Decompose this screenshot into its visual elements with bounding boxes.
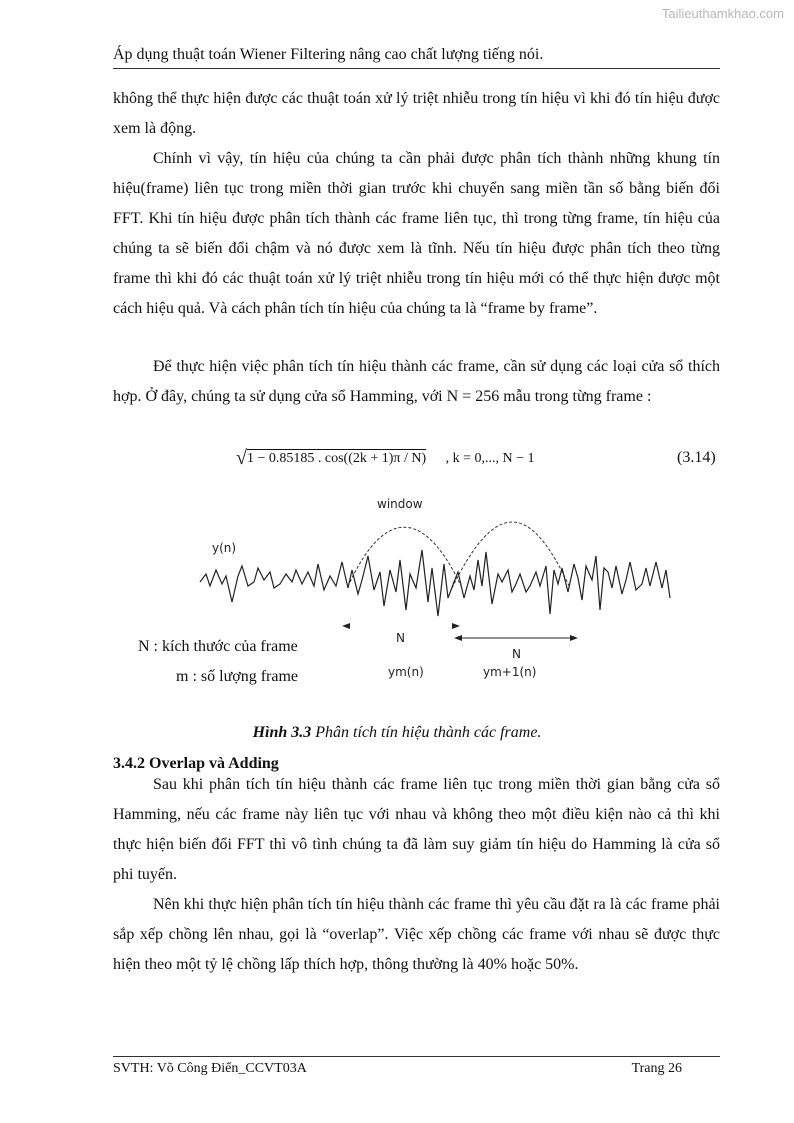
paragraph-2: Chính vì vậy, tín hiệu của chúng ta cần phải được phân tích thành những khung tín hiệu(frame) liên tục trong miền thời gian trước khi chuyển sang miền tần số bằng biến đổi FFT. Khi tín hiệu được phân tích thành các frame liên tục, thì trong từng frame, tín hiệu của chúng ta sẽ biến đổi chậm và nó được xem là tĩnh. Nếu tín hiệu được phân tích theo từng frame thì khi đó các thuật toán xử lý triệt nhiễu trong tín hiệu mới có thể thực hiện được một cách hiệu quả. Và cách phân tích tín hiệu của chúng ta là “frame by frame”.	[113, 150, 720, 317]
watermark: Tailieuthamkhao.com	[661, 6, 784, 21]
equation-number: (3.14)	[677, 449, 716, 466]
sqrt-sign: √	[236, 447, 247, 469]
n-label-2: N	[512, 647, 521, 661]
frame-label-m1: ym+1(n)	[483, 665, 537, 679]
paragraph-1: không thể thực hiện được các thuật toán xử lý triệt nhiễu trong tín hiệu vì khi đó tín hiệu được xem là động.	[113, 90, 720, 137]
signal-label: y(n)	[212, 541, 237, 555]
page-footer	[113, 1056, 720, 1077]
signal-waveform	[200, 550, 670, 616]
formula-radicand: 1 − 0.85185 . cos((2k + 1)π / N)	[246, 451, 427, 466]
caption-text: Phân tích tín hiệu thành các frame.	[311, 724, 542, 741]
frame-m1-arrowhead-right	[570, 635, 578, 641]
frame-analysis-figure	[190, 490, 690, 690]
section-paragraph-2: Nên khi thực hiện phân tích tín hiệu thành các frame thì yêu cầu đặt ra là các frame phải sắp xếp chồng lên nhau, gọi là “overlap”. Việc xếp chồng các frame với nhau sẽ được thực hiện theo một tỷ lệ chồng lấp thích hợp, thông thường là 40% hoặc 50%.	[113, 896, 720, 973]
n-label-1: N	[396, 631, 405, 645]
frame-m-arrowhead-right	[452, 623, 460, 629]
footer-author: SVTH: Võ Công Điển_CCVT03A	[113, 1061, 307, 1076]
section-paragraph-1: Sau khi phân tích tín hiệu thành các frame liên tục trong miền thời gian bằng cửa sổ Hamming, nếu các frame này liên tục với nhau và không theo một điều kiện nào cả thì khi thực hiện biến đổi FFT thì vô tình chúng ta đã làm suy giảm tín hiệu do Hamming là cửa sổ phi tuyến.	[113, 776, 720, 883]
window-label: window	[377, 497, 423, 511]
frame-label-m: ym(n)	[388, 665, 424, 679]
hamming-formula	[236, 447, 535, 470]
page-header: Áp dụng thuật toán Wiener Filtering nâng cao chất lượng tiếng nói.	[113, 46, 720, 69]
formula-range: , k = 0,..., N − 1	[445, 451, 535, 466]
section-heading: 3.4.2 Overlap và Adding	[113, 755, 279, 772]
paragraph-3: Để thực hiện việc phân tích tín hiệu thành các frame, cần sử dụng các loại cửa sổ thích hợp. Ở đây, chúng ta sử dụng cửa sổ Hamming, với N = 256 mẫu trong từng frame :	[113, 358, 720, 405]
figure-caption	[0, 724, 794, 742]
footer-page-number: Trang 26	[631, 1061, 682, 1076]
frame-m1-arrowhead-left	[454, 635, 462, 641]
frame-m-arrowhead-left	[342, 623, 350, 629]
legend-frame-size: N : kích thước của frame	[138, 638, 298, 655]
caption-number: Hình 3.3	[252, 724, 312, 741]
legend-frame-count: m : số lượng frame	[176, 668, 298, 685]
